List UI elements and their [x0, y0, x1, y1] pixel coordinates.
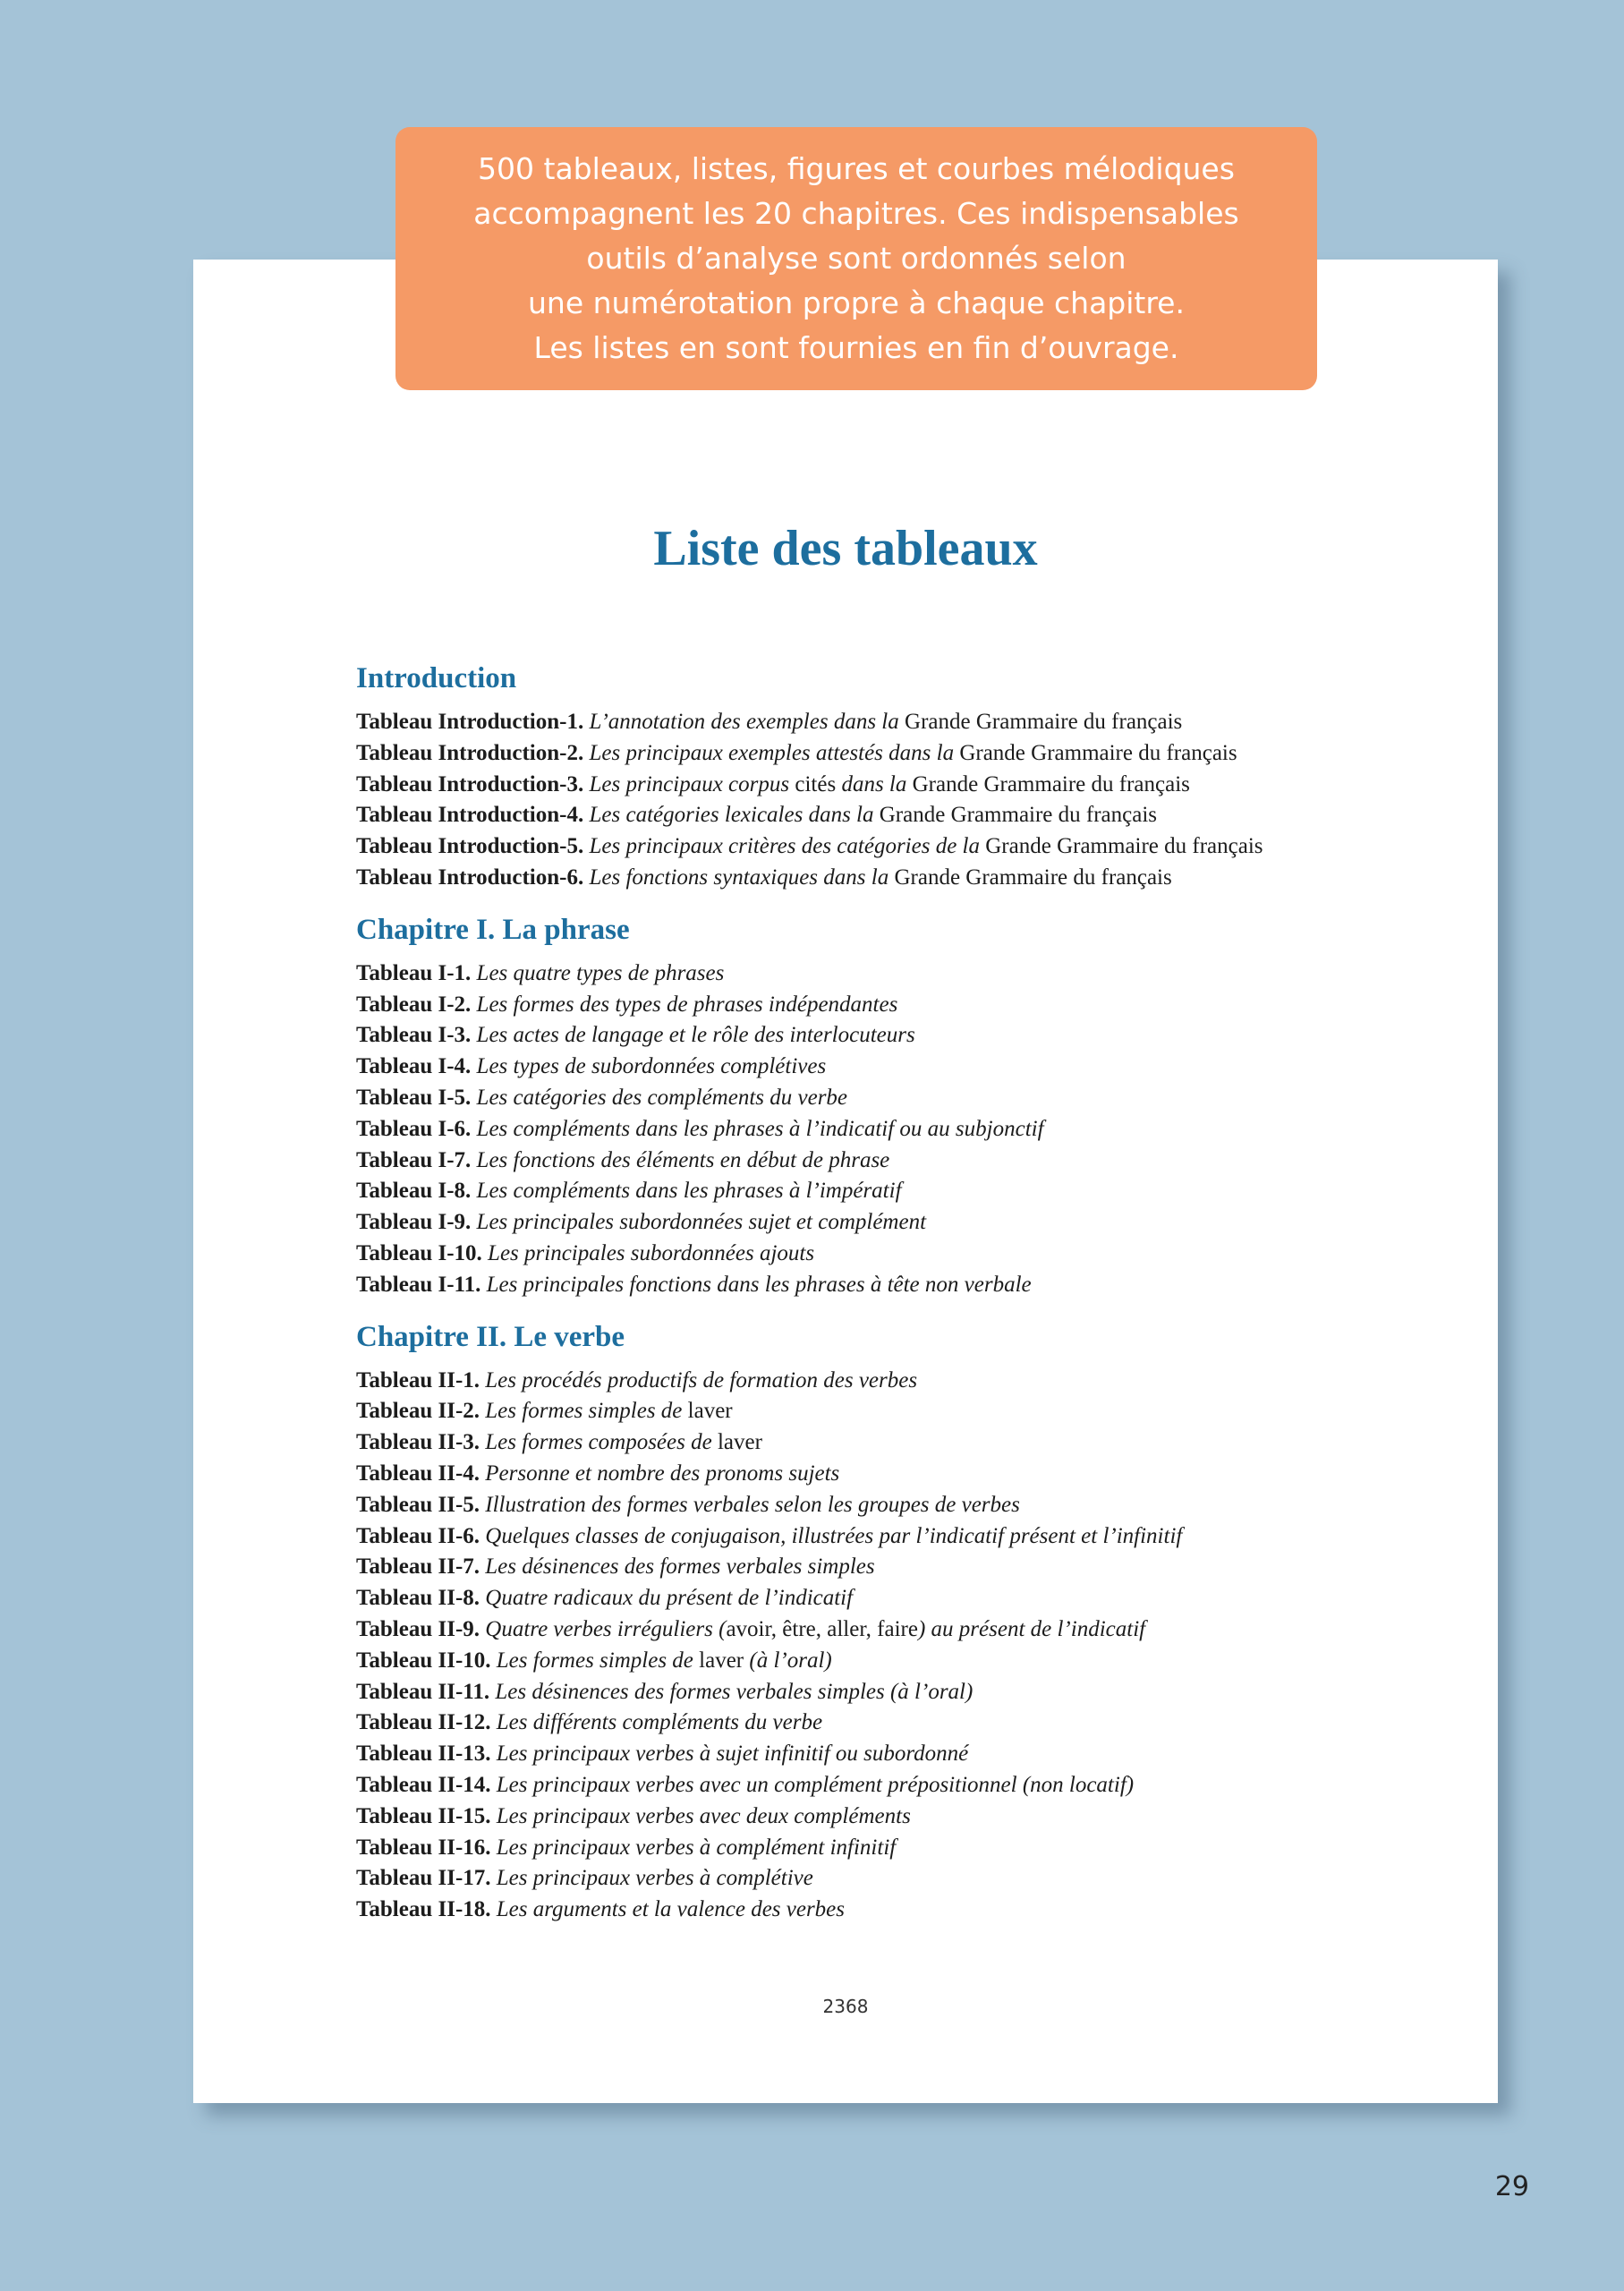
outer-page-number: 29 [1494, 2171, 1529, 2202]
entry-description [485, 1399, 732, 1423]
entry-label: Tableau II-15. [356, 1803, 491, 1828]
document-page [193, 260, 1498, 2103]
section-title: Introduction [356, 662, 517, 694]
entry-description-text: Les arguments et la valence des verbes [496, 1897, 846, 1922]
entry-label: Tableau I-3. [356, 1023, 472, 1048]
list-item [356, 990, 1466, 1021]
entry-label: Tableau I-9. [356, 1210, 472, 1235]
entry-description [590, 865, 1172, 890]
list-item [356, 1708, 1466, 1739]
entry-label: Tableau I-2. [356, 992, 472, 1017]
entry-label: Tableau I-11. [356, 1272, 487, 1297]
entry-roman-text: laver [717, 1430, 762, 1455]
list-item [356, 707, 1466, 738]
entry-description-text: Les différents compléments du verbe [496, 1710, 823, 1735]
entry-label: Tableau II-2. [356, 1399, 480, 1424]
entry-description-text: Les compléments dans les phrases à l’impératif [476, 1179, 902, 1204]
list-item [356, 1366, 1466, 1397]
list-item [356, 1614, 1466, 1646]
entry-description-text: Les formes simples de [496, 1648, 700, 1673]
entry-description-text: Les catégories lexicales dans la [589, 803, 880, 828]
entry-roman-text: cités [795, 771, 842, 796]
entry-label: Tableau I-10. [356, 1240, 489, 1265]
list-section [356, 657, 1466, 894]
page-title: Liste des tableaux [653, 521, 1038, 576]
entry-description [590, 803, 1158, 827]
entry-description-text: (à l’oral) [744, 1648, 832, 1673]
list-item [356, 1114, 1466, 1146]
list-item [356, 738, 1466, 770]
entry-label: Tableau II-8. [356, 1586, 480, 1611]
entry-description [477, 1117, 1044, 1141]
entry-description-text: Les principaux corpus [589, 771, 795, 796]
entry-description-text: L’annotation des exemples dans la [589, 710, 906, 734]
entry-label: Tableau I-1. [356, 960, 472, 985]
entry-description-text: ) au présent de l’indicatif [917, 1616, 1146, 1641]
entry-label: Tableau I-6. [356, 1116, 472, 1141]
entry-description-text: Les formes simples de [485, 1399, 688, 1424]
entry-label: Tableau II-5. [356, 1492, 480, 1517]
entry-description-text: Les fonctions des éléments en début de phrase [476, 1147, 890, 1172]
entry-label: Tableau Introduction-6. [356, 864, 584, 890]
list-item [356, 863, 1466, 894]
entry-label: Tableau II-12. [356, 1710, 491, 1735]
list-item [356, 1146, 1466, 1177]
entry-description-text: Les formes des types de phrases indépendantes [476, 992, 898, 1017]
entry-description [487, 1273, 1032, 1297]
entry-description [497, 1742, 969, 1766]
entry-description-text: Personne et nombre des pronoms sujets [485, 1461, 840, 1486]
entry-roman-text: laver [687, 1399, 733, 1424]
entry-roman-text: Grande Grammaire du français [894, 864, 1172, 890]
list-item [356, 1490, 1466, 1521]
entry-label: Tableau II-13. [356, 1742, 491, 1767]
entry-description [485, 1493, 1020, 1517]
entry-description-text: Les principaux verbes à complément infinitif [496, 1835, 897, 1860]
callout-line: Les listes en sont fournies en fin d’ouvrage. [533, 330, 1179, 365]
list-item [356, 1270, 1466, 1301]
entry-description-text: Les types de subordonnées complétives [476, 1054, 827, 1079]
entry-description [485, 1461, 839, 1486]
entry-label: Tableau II-3. [356, 1430, 480, 1455]
entry-description-text: Les principales subordonnées ajouts [488, 1240, 815, 1265]
entry-roman-text: Grande Grammaire du français [912, 771, 1190, 796]
list-item [356, 1020, 1466, 1052]
entry-description-text: Les actes de langage et le rôle des interlocuteurs [476, 1023, 915, 1048]
entry-label: Tableau II-7. [356, 1554, 480, 1580]
entry-description-text: Les désinences des formes verbales simples (à l’oral) [495, 1679, 974, 1704]
entry-description [485, 1554, 874, 1579]
list-item [356, 1739, 1466, 1770]
list-item [356, 1833, 1466, 1864]
entry-description-text: Quelques classes de conjugaison, illustrées par l’indicatif présent et l’infinitif [485, 1523, 1183, 1548]
list-item [356, 800, 1466, 831]
list-item [356, 770, 1466, 801]
entry-label: Tableau I-8. [356, 1179, 472, 1204]
entry-description [488, 1241, 814, 1265]
list-item [356, 1863, 1466, 1895]
entry-description [477, 992, 898, 1017]
list-item [356, 1895, 1466, 1926]
page-number: 2368 [822, 1996, 869, 2017]
entry-label: Tableau Introduction-5. [356, 834, 584, 859]
entry-description-text: Les catégories des compléments du verbe [476, 1085, 848, 1110]
entry-description-text: Les principaux verbes avec deux compléments [496, 1803, 911, 1828]
entry-label: Tableau II-6. [356, 1523, 480, 1548]
entry-description-text: Quatre verbes irréguliers ( [485, 1616, 727, 1641]
entry-description-text: Les principales fonctions dans les phrases à tête non verbale [486, 1272, 1032, 1297]
entry-description [497, 1897, 845, 1921]
entry-description [485, 1430, 762, 1454]
list-item [356, 831, 1466, 863]
entry-description [497, 1773, 1134, 1797]
entry-roman-text: Grande Grammaire du français [959, 740, 1237, 765]
entry-label: Tableau Introduction-2. [356, 740, 584, 765]
entry-label: Tableau Introduction-4. [356, 803, 584, 828]
entry-description-text: Les principaux verbes à complétive [496, 1866, 813, 1891]
entry-roman-text: avoir, être, aller, faire [726, 1616, 918, 1641]
entry-description [497, 1804, 911, 1828]
section-title: Chapitre II. Le verbe [356, 1320, 625, 1353]
entry-label: Tableau II-9. [356, 1616, 480, 1641]
entry-description [477, 1210, 926, 1234]
entry-description-text: Les compléments dans les phrases à l’indicatif ou au subjonctif [476, 1116, 1044, 1141]
entry-roman-text: Grande Grammaire du français [905, 710, 1183, 734]
entry-description [477, 1179, 902, 1203]
callout-line: 500 tableaux, listes, figures et courbes mélodiques [478, 151, 1235, 186]
callout-line: une numérotation propre à chaque chapitre. [528, 285, 1185, 320]
entry-label: Tableau II-4. [356, 1461, 480, 1486]
entry-description [497, 1866, 813, 1890]
entry-description [477, 961, 725, 985]
callout-line: outils d’analyse sont ordonnés selon [586, 241, 1127, 276]
entry-description-text: Les principales subordonnées sujet et complément [476, 1210, 927, 1235]
list-section [356, 1316, 1466, 1926]
list-item [356, 1583, 1466, 1614]
entry-description [590, 834, 1263, 858]
entry-label: Tableau I-4. [356, 1054, 472, 1079]
section-title: Chapitre I. La phrase [356, 913, 630, 946]
entry-label: Tableau II-14. [356, 1772, 491, 1797]
entry-label: Tableau II-11. [356, 1679, 490, 1704]
callout-box [395, 127, 1317, 390]
list-item [356, 1801, 1466, 1833]
entry-description [477, 1054, 827, 1078]
list-section [356, 908, 1466, 1301]
entry-roman-text: laver [699, 1648, 744, 1673]
entry-description [485, 1586, 853, 1610]
entry-description [477, 1023, 915, 1047]
entry-label: Tableau I-5. [356, 1085, 472, 1110]
entry-label: Tableau Introduction-3. [356, 771, 584, 796]
entry-label: Tableau II-18. [356, 1897, 491, 1922]
list-item [356, 1396, 1466, 1427]
list-item [356, 1052, 1466, 1083]
list-item [356, 1521, 1466, 1553]
entry-description-text: Les principaux exemples attestés dans la [589, 740, 960, 765]
entry-description [497, 1835, 896, 1860]
entry-description [485, 1368, 917, 1392]
list-item [356, 958, 1466, 990]
entry-description-text: Les principaux critères des catégories de la [589, 834, 986, 859]
entry-label: Tableau II-17. [356, 1866, 491, 1891]
list-item [356, 1207, 1466, 1239]
entry-description [497, 1710, 822, 1734]
entry-label: Tableau II-10. [356, 1648, 491, 1673]
list-item [356, 1770, 1466, 1801]
list-item [356, 1083, 1466, 1114]
entry-description-text: Les quatre types de phrases [476, 960, 725, 985]
entry-description-text: Les formes composées de [485, 1430, 718, 1455]
entry-description [485, 1524, 1182, 1548]
entry-description-text: Illustration des formes verbales selon les groupes de verbes [485, 1492, 1020, 1517]
list-item [356, 1552, 1466, 1583]
table-list [356, 657, 1466, 1940]
entry-label: Tableau II-16. [356, 1835, 491, 1860]
list-item [356, 1239, 1466, 1270]
entry-label: Tableau II-1. [356, 1367, 480, 1392]
entry-description-text: Les désinences des formes verbales simples [485, 1554, 875, 1580]
entry-description-text: Les procédés productifs de formation des verbes [485, 1367, 918, 1392]
entry-description [495, 1680, 973, 1704]
list-item [356, 1677, 1466, 1708]
entry-description-text: dans la [841, 771, 913, 796]
entry-label: Tableau I-7. [356, 1147, 472, 1172]
entry-label: Tableau Introduction-1. [356, 710, 584, 734]
entry-roman-text: Grande Grammaire du français [879, 803, 1158, 828]
entry-description [590, 772, 1190, 796]
entry-description [485, 1617, 1145, 1641]
entry-description [477, 1148, 890, 1172]
callout-line: accompagnent les 20 chapitres. Ces indispensables [473, 196, 1239, 231]
list-item [356, 1459, 1466, 1490]
entry-description-text: Les fonctions syntaxiques dans la [589, 864, 895, 890]
list-item [356, 1176, 1466, 1207]
entry-description-text: Les principaux verbes avec un complément prépositionnel (non locatif) [496, 1772, 1135, 1797]
entry-description-text: Les principaux verbes à sujet infinitif ou subordonné [496, 1742, 969, 1767]
list-item [356, 1427, 1466, 1459]
entry-description-text: Quatre radicaux du présent de l’indicatif [485, 1586, 854, 1611]
list-item [356, 1646, 1466, 1677]
entry-description [590, 741, 1237, 765]
entry-description [497, 1648, 832, 1673]
entry-description [477, 1086, 847, 1110]
entry-roman-text: Grande Grammaire du français [985, 834, 1263, 859]
entry-description [590, 710, 1183, 734]
